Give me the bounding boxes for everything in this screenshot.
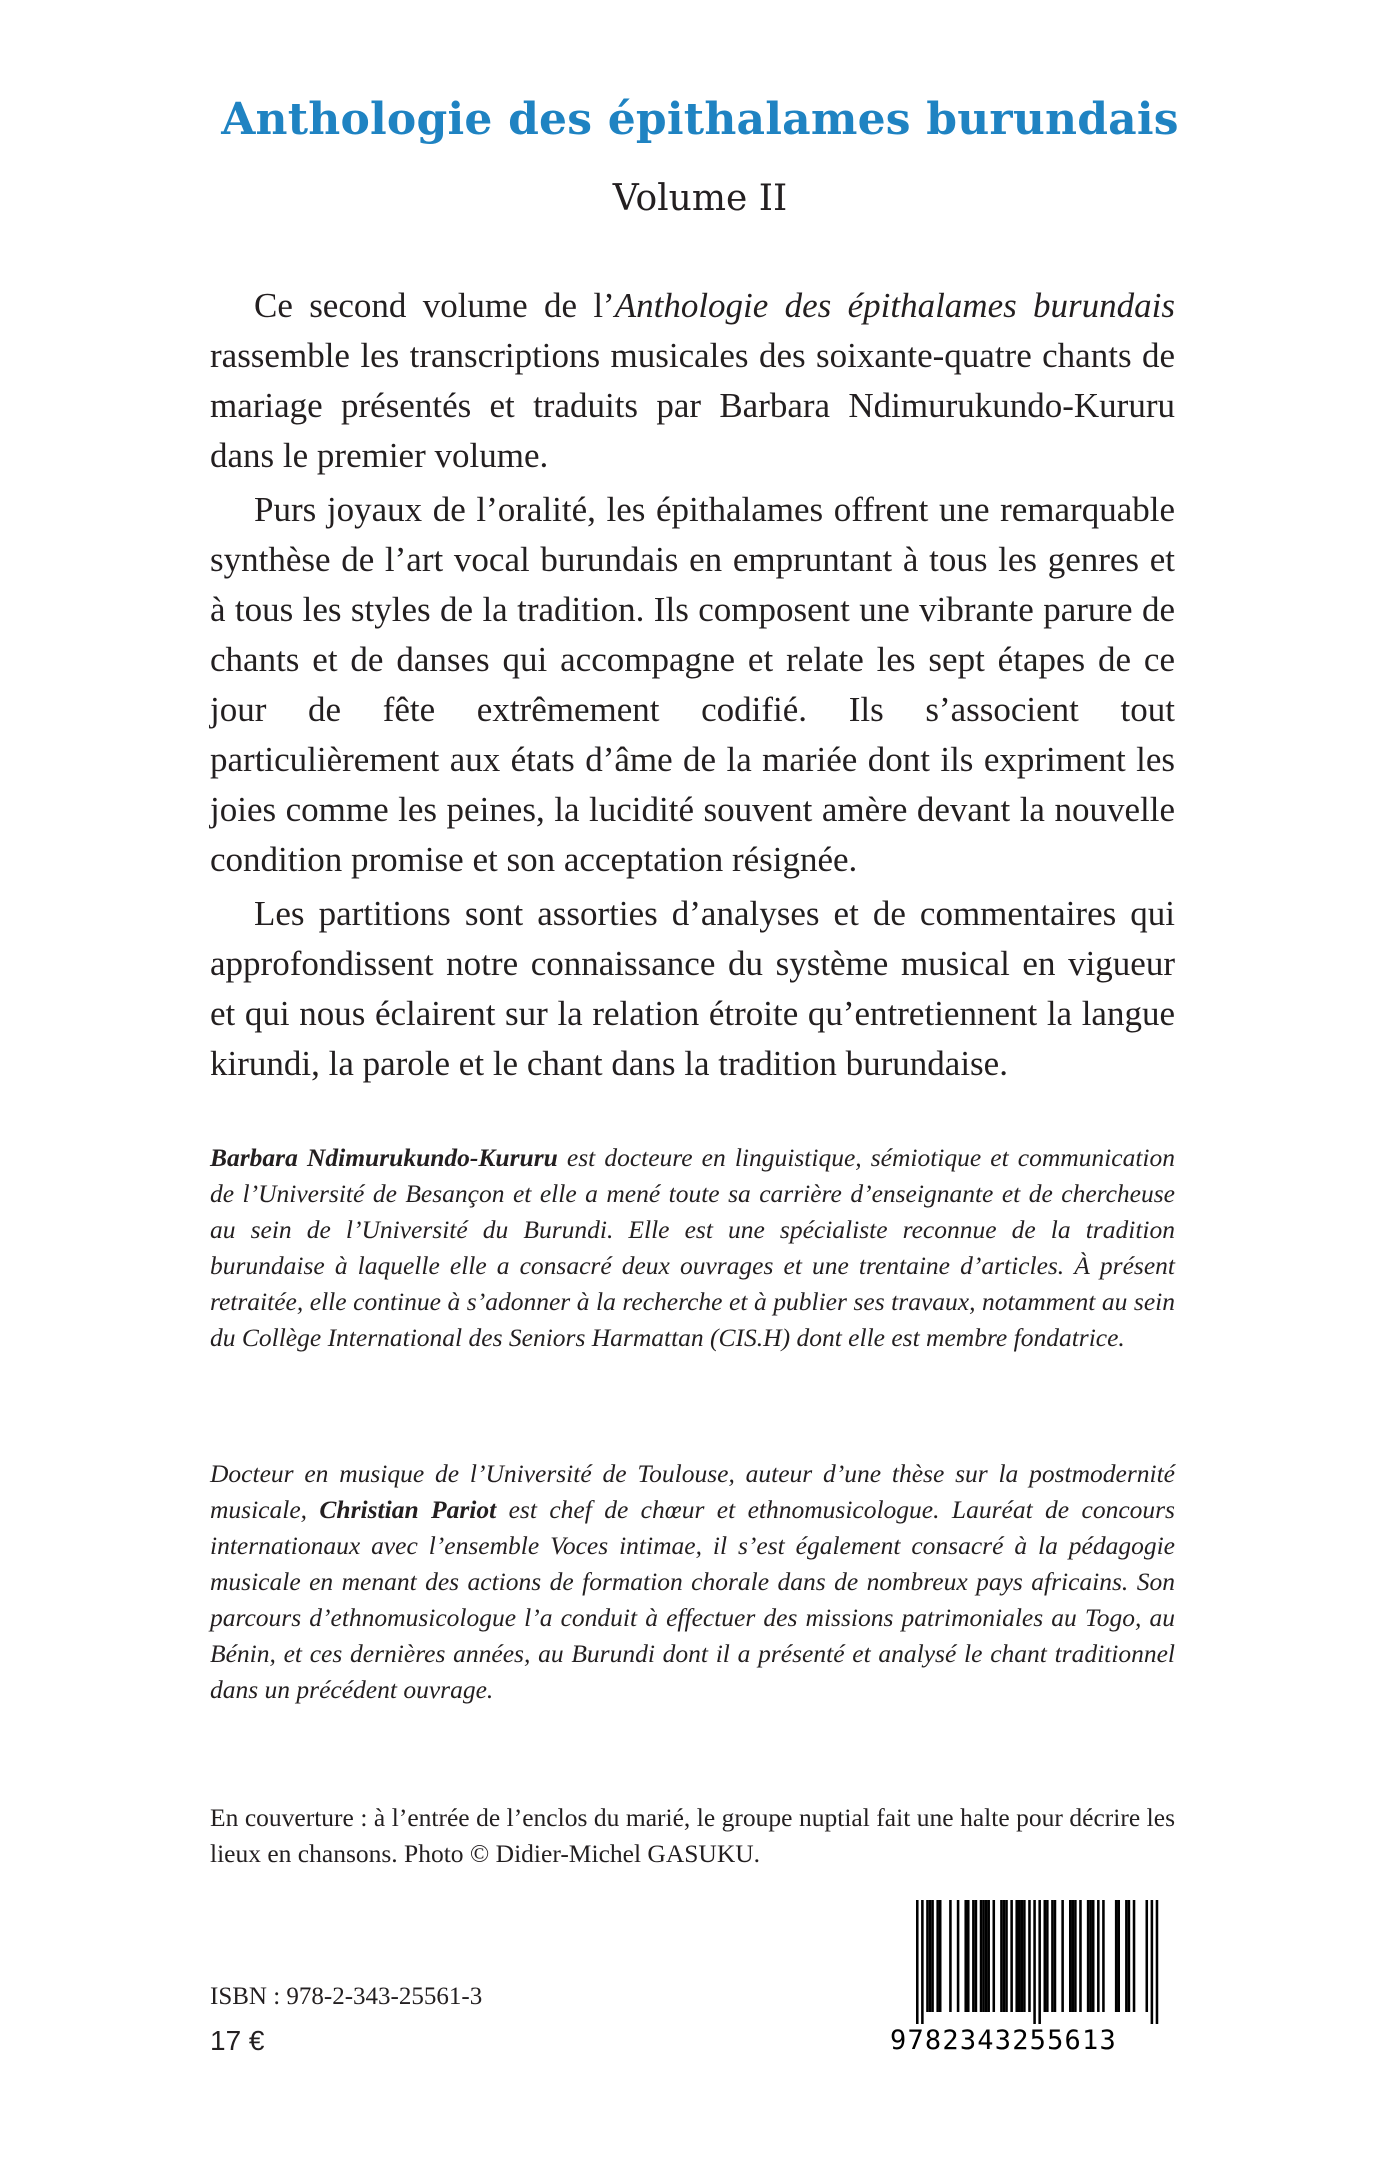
barcode-bar [1151, 1900, 1154, 2024]
barcode-bar [964, 1900, 967, 2012]
author-bio-ndimurukundo-text: est docteure en linguistique, sémiotique et communication de l’Université de Besançon et elle a mené toute sa carrière d’enseignante et de chercheuse au sein de l’Université du Burundi. Elle est une spécialiste reconnue de la tradition burundaise à laquelle elle a consacré deux ouvrages et une trentaine d’articles. À présent retraitée, elle continue à s’adonner à la recherche et à publier ses travaux, notamment au sein du Collège International des Seniors Harmattan (CIS.H) dont elle est membre fondatrice. [210, 1143, 1175, 1352]
barcode-bar [1125, 1900, 1128, 2012]
barcode-bars [890, 1900, 1182, 2024]
barcode-bar [993, 1900, 996, 2012]
barcode-bar [1021, 1900, 1024, 2012]
barcode-bar [957, 1900, 960, 2012]
summary-paragraph-2: Purs joyaux de l’oralité, les épithalames offrent une remarquable synthèse de l’art vocal burundais en empruntant à tous les genres et à tous les styles de la tradition. Ils composent une vibrante parure de chants et de danses qui accompagne et relate les sept étapes de ce jour de fête extrêmement codifié. Ils s’associent tout particulièrement aux états d’âme de la mariée dont ils expriment les joies comme les peines, la lucidité souvent amère devant la nouvelle condition promise et son acceptation résignée. [210, 490, 1175, 879]
isbn: ISBN : 978-2-343-25561-3 [210, 1983, 483, 2010]
summary-p1-rest: rassemble les transcriptions musicales des soixante-quatre chants de mariage présentés et traduits par Barbara Ndimurukundo-Kururu dans le premier volume. [210, 336, 1175, 475]
barcode-bar [985, 1900, 988, 2012]
barcode-bar [1005, 1900, 1008, 2012]
barcode-bar [967, 1900, 970, 2012]
barcode-bar [1079, 1900, 1082, 2012]
price: 17 € [210, 2025, 265, 2056]
barcode-bar [1054, 1900, 1057, 2012]
barcode-bar [1044, 1900, 1047, 2012]
summary-paragraph-1 [210, 281, 1175, 481]
barcode-bar [1018, 1900, 1021, 2012]
barcode-bar [939, 1900, 942, 2012]
author-name-ndimurukundo: Barbara Ndimurukundo-Kururu [210, 1143, 558, 1172]
barcode-bar [1117, 1900, 1120, 2012]
barcode [890, 1900, 1182, 2060]
barcode-bar [949, 1900, 952, 2012]
barcode-bar [1015, 1900, 1018, 2012]
barcode-bar [1003, 1900, 1006, 2012]
barcode-bar [1097, 1900, 1100, 2012]
barcode-bar [929, 1900, 932, 2012]
barcode-bar [1023, 1900, 1026, 2012]
barcode-bar [931, 1900, 934, 2012]
book-title: Anthologie des épithalames burundais [221, 94, 1179, 145]
barcode-bar [1102, 1900, 1105, 2012]
barcode-bar [980, 1900, 983, 2012]
barcode-bar [1051, 1900, 1054, 2012]
barcode-bar [926, 1900, 929, 2012]
author-bio-ndimurukundo [210, 1140, 1175, 1356]
barcode-bar [1115, 1900, 1118, 2012]
barcode-bar [1038, 1900, 1041, 2024]
barcode-bar [916, 1900, 919, 2024]
author-bio-pariot [210, 1456, 1175, 1708]
barcode-bar [1133, 1900, 1136, 2012]
barcode-bar [936, 1900, 939, 2012]
barcode-bar [1074, 1900, 1077, 2012]
barcode-bar [921, 1900, 924, 2024]
barcode-bar [1033, 1900, 1036, 2024]
barcode-bar [1089, 1900, 1092, 2012]
barcode-bar [1092, 1900, 1095, 2012]
author-bio-pariot-text: est chef de chœur et ethnomusicologue. Lauréat de concours internationaux avec l’ensemble Voces intimae, il s’est également consacré à la pédagogie musicale en menant des actions de formation chorale dans de nombreux pays africains. Son parcours d’ethnomusicologue l’a conduit à effectuer des missions patrimoniales au Togo, au Bénin, et ces dernières années, au Burundi dont il a présenté et analysé le chant traditionnel dans un précédent ouvrage. [210, 1495, 1175, 1704]
barcode-bar [1156, 1900, 1159, 2024]
barcode-digits: 9782343255613 [890, 2025, 1117, 2056]
barcode-bar [1087, 1900, 1090, 2012]
barcode-bar [1069, 1900, 1072, 2012]
barcode-bar [1000, 1900, 1003, 2012]
cover-photo-credit: En couverture : à l’entrée de l’enclos du marié, le groupe nuptial fait une halte pour décrire les lieux en chansons. Photo © Didier-Michel GASUKU. [210, 1803, 1175, 1868]
barcode-bar [987, 1900, 990, 2012]
barcode-bar [1061, 1900, 1064, 2012]
barcode-bar [1146, 1900, 1149, 2012]
barcode-bar [1072, 1900, 1075, 2012]
volume-label: Volume II [612, 178, 788, 219]
book-summary [210, 281, 1175, 1093]
summary-p1-italic-title: Anthologie des épithalames burundais [614, 286, 1175, 325]
barcode-bar [1010, 1900, 1013, 2012]
barcode-bar [1128, 1900, 1131, 2012]
summary-paragraph-3: Les partitions sont assorties d’analyses et de commentaires qui approfondissent notre connaissance du système musical en vigueur et qui nous éclairent sur la relation étroite qu’entretiennent la langue kirundi, la parole et le chant dans la tradition burundaise. [210, 894, 1175, 1083]
barcode-bar [982, 1900, 985, 2012]
author-bio-pariot-lead: Docteur en musique de l’Université de Toulouse, auteur d’une thèse sur la postmodernité musicale, [210, 1459, 1175, 1524]
summary-p1-lead: Ce second volume de l’ [254, 286, 615, 325]
barcode-bar [1028, 1900, 1031, 2012]
barcode-bar [972, 1900, 975, 2012]
barcode-bar [1046, 1900, 1049, 2012]
barcode-bar [975, 1900, 978, 2012]
author-name-pariot: Christian Pariot [319, 1495, 497, 1524]
